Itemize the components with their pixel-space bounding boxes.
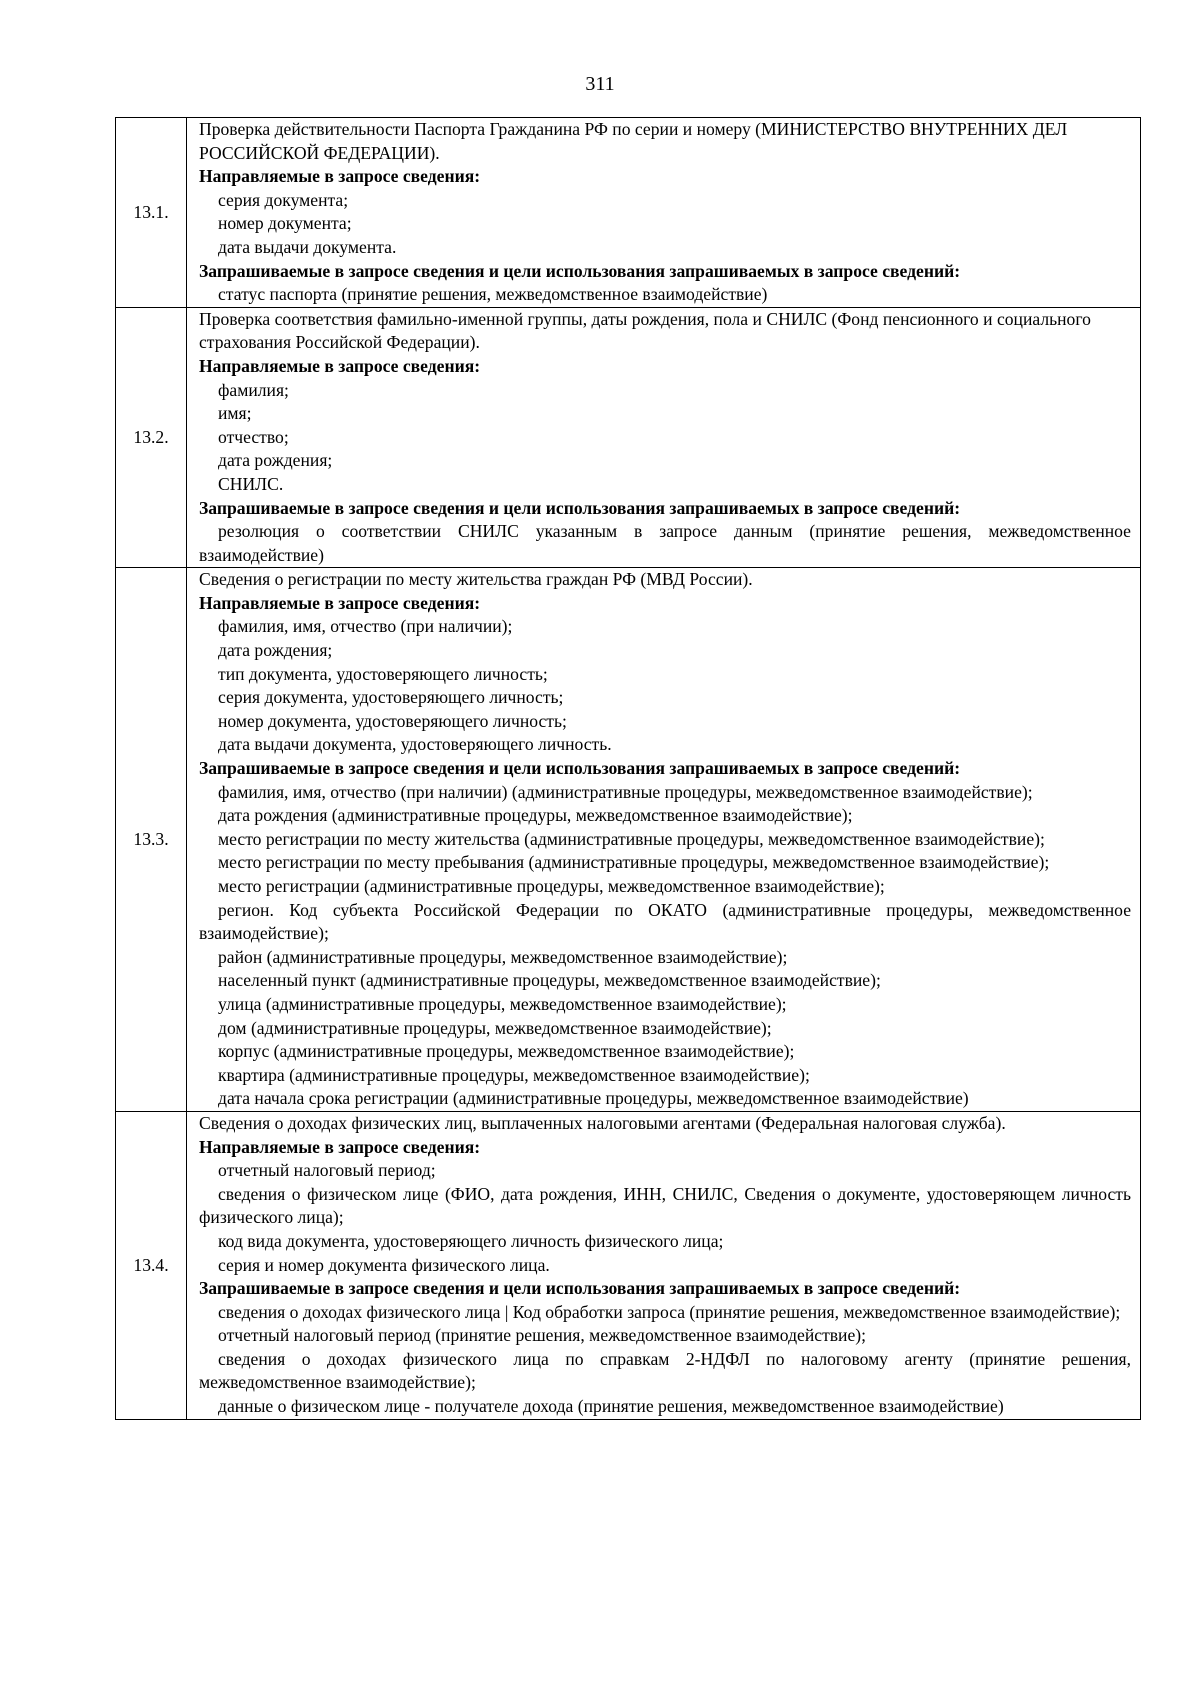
sent-info-item: номер документа; [218, 213, 352, 234]
requested-info-item: данные о физическом лице - получателе дохода (принятие решения, межведомственное взаимодействие) [218, 1396, 1004, 1417]
row-title: Проверка действительности Паспорта Гражданина РФ по серии и номеру (МИНИСТЕРСТВО ВНУТРЕННИХ ДЕЛ РОССИЙСКОЙ ФЕДЕРАЦИИ). [199, 119, 1068, 163]
requested-info-item: сведения о доходах физического лица по справкам 2-НДФЛ по налоговому агенту (принятие решения, межведомственное взаимодействие); [199, 1348, 1131, 1393]
requested-info-item: дата рождения (административные процедуры, межведомственное взаимодействие); [218, 805, 853, 826]
row-number: 13.4. [116, 1111, 187, 1419]
requested-info-item: дата начала срока регистрации (административные процедуры, межведомственное взаимодействие) [218, 1088, 969, 1109]
sent-info-item: дата выдачи документа. [218, 236, 397, 257]
requested-info-item: фамилия, имя, отчество (при наличии) (административные процедуры, межведомственное взаимодействие); [218, 781, 1033, 802]
sent-info-item: серия документа, удостоверяющего личность; [218, 687, 564, 708]
requested-info-item: место регистрации по месту пребывания (административные процедуры, межведомственное взаимодействие); [218, 852, 1050, 873]
requested-info-item: статус паспорта (принятие решения, межведомственное взаимодействие) [218, 284, 768, 305]
row-content [187, 568, 1141, 1112]
sent-info-heading: Направляемые в запросе сведения: [199, 166, 481, 187]
table-row [116, 568, 1141, 1112]
sent-info-heading: Направляемые в запросе сведения: [199, 1136, 481, 1157]
row-content [187, 307, 1141, 568]
sent-info-item: СНИЛС. [218, 473, 284, 494]
requested-info-item: резолюция о соответствии СНИЛС указанным в запросе данным (принятие решения, межведомственное взаимодействие) [199, 521, 1131, 565]
row-number: 13.3. [116, 568, 187, 1112]
sent-info-item: фамилия, имя, отчество (при наличии); [218, 616, 513, 637]
sent-info-item: код вида документа, удостоверяющего личность физического лица; [218, 1230, 724, 1251]
requested-info-item: район (административные процедуры, межведомственное взаимодействие); [218, 946, 788, 967]
requested-info-item: корпус (административные процедуры, межведомственное взаимодействие); [218, 1041, 795, 1062]
sent-info-item: отчетный налоговый период; [218, 1160, 436, 1181]
row-content [187, 118, 1141, 308]
sent-info-heading: Направляемые в запросе сведения: [199, 592, 481, 613]
sent-info-item: номер документа, удостоверяющего личность; [218, 710, 567, 731]
row-title: Проверка соответствия фамильно-именной группы, даты рождения, пола и СНИЛС (Фонд пенсионного и социального страхования Российской Федерации). [199, 308, 1091, 353]
sent-info-item: имя; [218, 403, 252, 424]
requested-info-heading: Запрашиваемые в запросе сведения и цели использования запрашиваемых в запросе сведений: [199, 497, 961, 518]
row-title: Сведения о регистрации по месту жительства граждан РФ (МВД России). [199, 569, 753, 590]
row-number: 13.1. [116, 118, 187, 308]
row-number: 13.2. [116, 307, 187, 568]
sent-info-item: тип документа, удостоверяющего личность; [218, 663, 548, 684]
requested-info-item: место регистрации (административные процедуры, межведомственное взаимодействие); [218, 876, 885, 896]
requested-info-heading: Запрашиваемые в запросе сведения и цели использования запрашиваемых в запросе сведений: [199, 260, 961, 281]
requested-info-item: дом (административные процедуры, межведомственное взаимодействие); [218, 1017, 772, 1038]
requested-info-item: регион. Код субъекта Российской Федерации по ОКАТО (административные процедуры, межведомственное взаимодействие); [199, 899, 1131, 944]
sent-info-item: серия документа; [218, 189, 349, 210]
row-title: Сведения о доходах физических лиц, выплаченных налоговыми агентами (Федеральная налоговая служба). [199, 1112, 1006, 1133]
requests-table [115, 117, 1141, 1420]
sent-info-item: фамилия; [218, 379, 289, 400]
table-row [116, 118, 1141, 308]
requested-info-heading: Запрашиваемые в запросе сведения и цели использования запрашиваемых в запросе сведений: [199, 758, 961, 779]
requested-info-item: отчетный налоговый период (принятие решения, межведомственное взаимодействие); [218, 1325, 867, 1346]
sent-info-item: дата выдачи документа, удостоверяющего личность. [218, 734, 612, 755]
sent-info-item: дата рождения; [218, 640, 333, 661]
sent-info-item: дата рождения; [218, 450, 333, 471]
requests-table-body [116, 118, 1141, 1420]
sent-info-heading: Направляемые в запросе сведения: [199, 355, 481, 376]
requested-info-item: сведения о доходах физического лица | Код обработки запроса (принятие решения, межведомственное взаимодействие); [218, 1301, 1121, 1322]
requested-info-item: населенный пункт (административные процедуры, межведомственное взаимодействие); [218, 970, 881, 991]
page-number: 311 [585, 73, 615, 95]
sent-info-item: сведения о физическом лице (ФИО, дата рождения, ИНН, СНИЛС, Сведения о документе, удостоверяющем личность физического лица); [199, 1183, 1131, 1228]
requested-info-item: улица (административные процедуры, межведомственное взаимодействие); [218, 993, 787, 1014]
sent-info-item: серия и номер документа физического лица. [218, 1254, 550, 1275]
requested-info-item: место регистрации по месту жительства (административные процедуры, межведомственное взаимодействие); [218, 828, 1045, 849]
table-row [116, 1111, 1141, 1419]
row-content [187, 1111, 1141, 1419]
requested-info-item: квартира (административные процедуры, межведомственное взаимодействие); [218, 1064, 810, 1085]
table-row [116, 307, 1141, 568]
requested-info-heading: Запрашиваемые в запросе сведения и цели использования запрашиваемых в запросе сведений: [199, 1278, 961, 1299]
sent-info-item: отчество; [218, 426, 289, 447]
